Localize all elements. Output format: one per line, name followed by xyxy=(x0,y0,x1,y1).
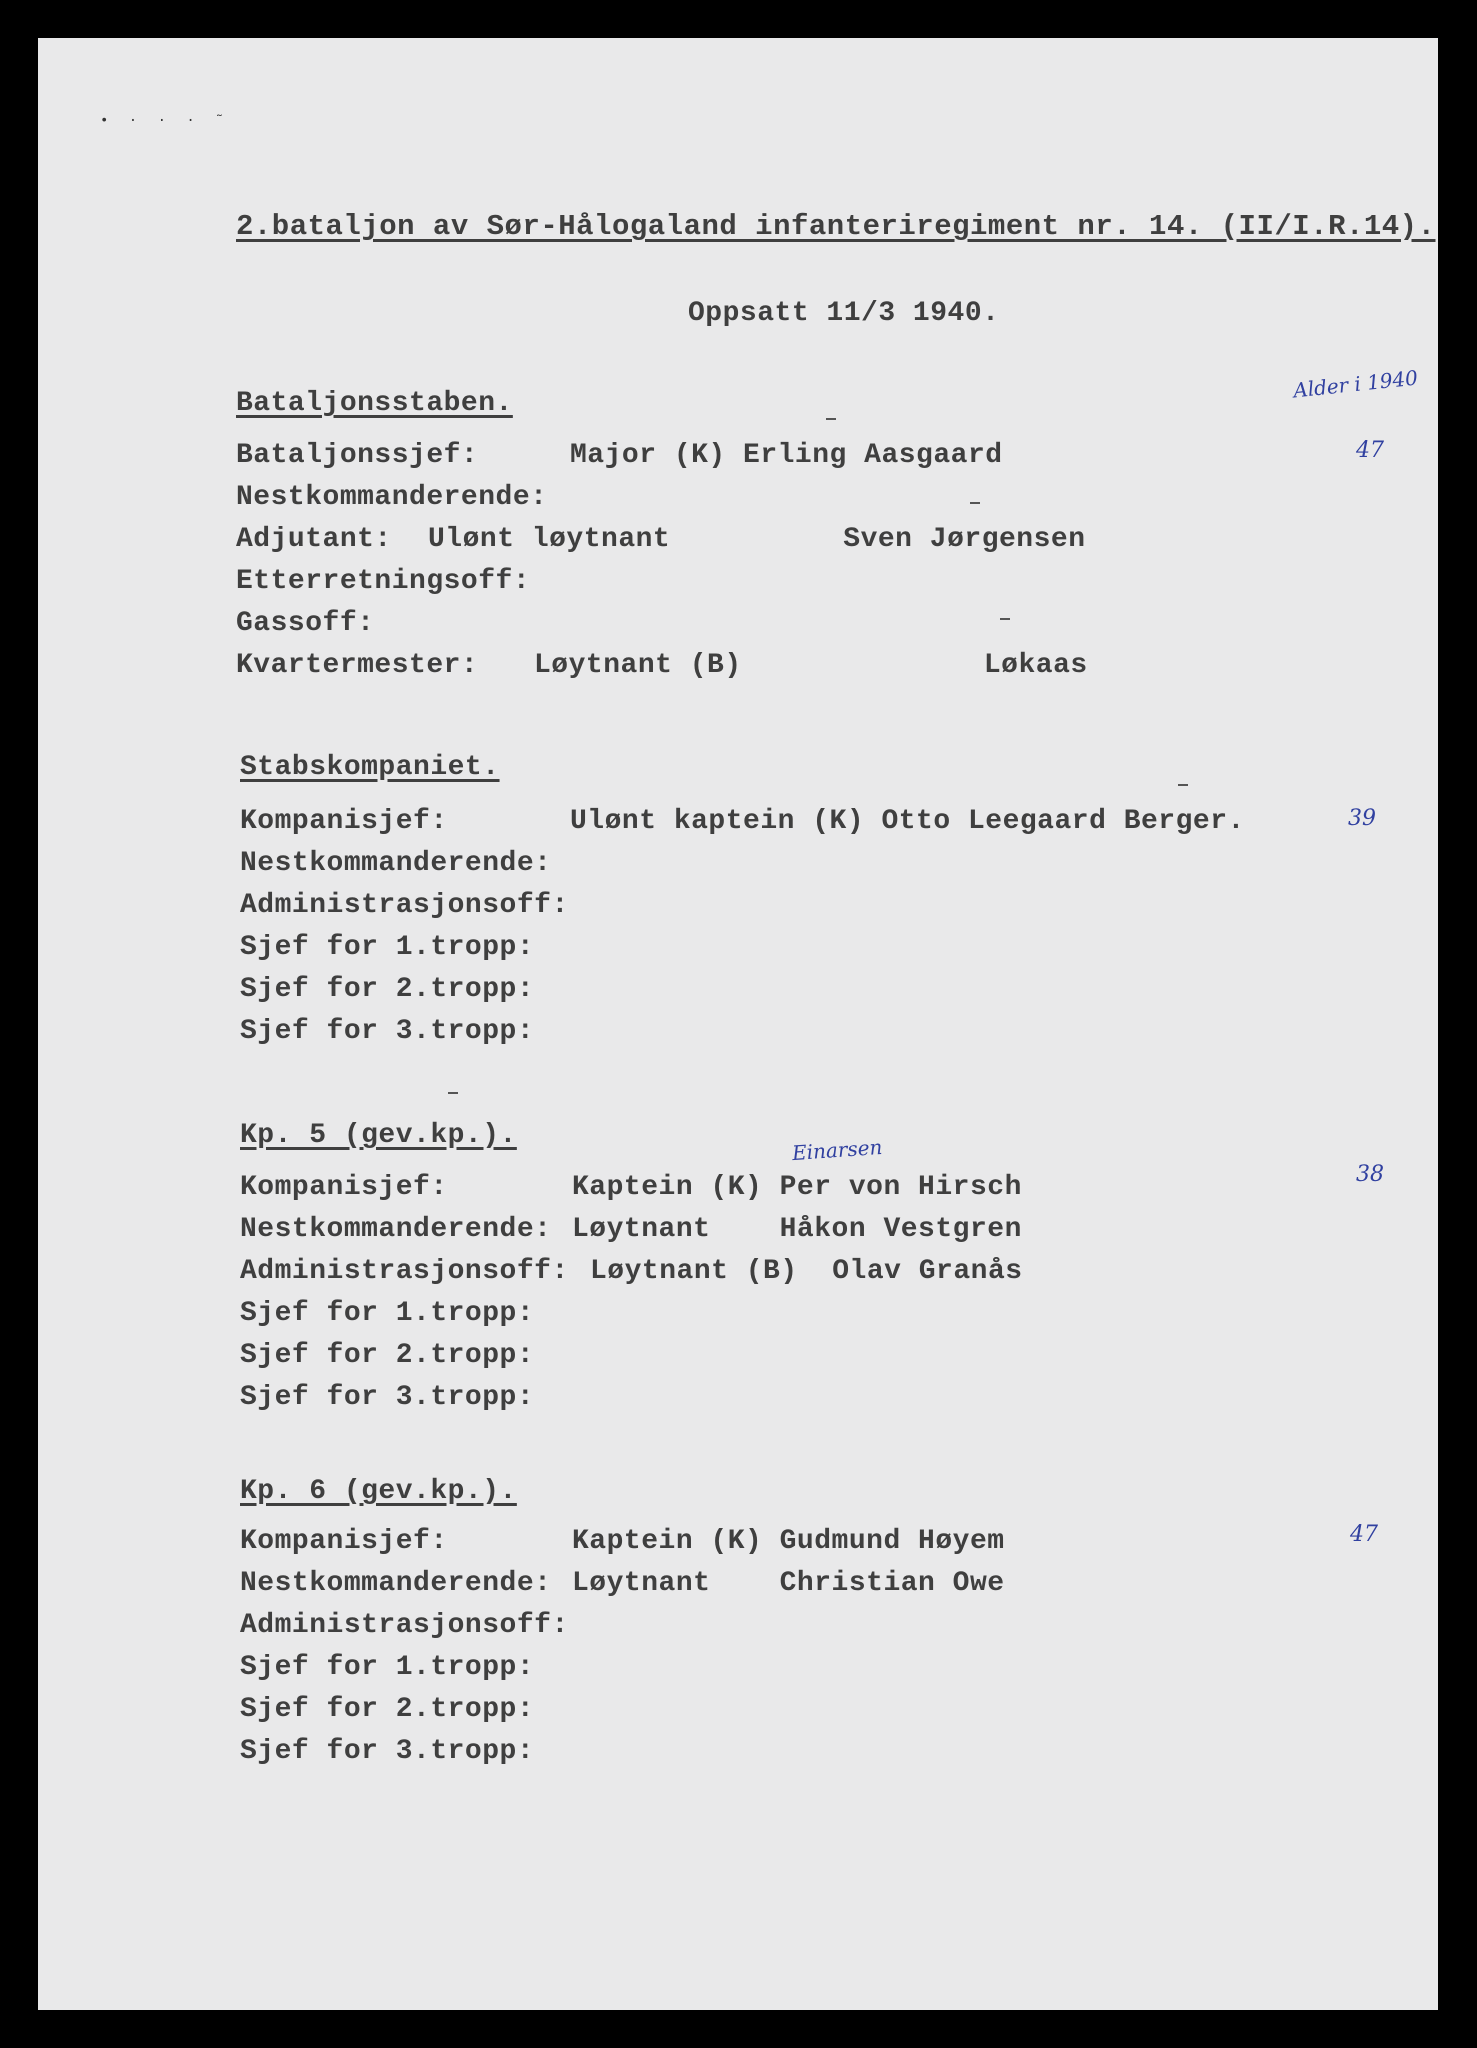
scan-dash xyxy=(1178,784,1188,786)
document-date: Oppsatt 11/3 1940. xyxy=(688,298,1000,329)
row-label: Sjef for 3.tropp: xyxy=(240,1382,535,1413)
row-value: Kaptein (K) Gudmund Høyem xyxy=(572,1526,1005,1557)
age-kp6: 47 xyxy=(1350,1522,1378,1547)
row-value: Ulønt kaptein (K) Otto Leegaard Berger. xyxy=(570,806,1245,837)
row-label: Nestkommanderende: xyxy=(240,1214,552,1245)
age-staben: 47 xyxy=(1356,438,1384,463)
row-label: Adjutant: xyxy=(236,524,392,555)
row-label: Administrasjonsoff: xyxy=(240,1610,569,1641)
row-value: Løytnant (B) Olav Granås xyxy=(590,1256,1023,1287)
row-label: Gassoff: xyxy=(236,608,375,639)
section-heading-kp5: Kp. 5 (gev.kp.). xyxy=(240,1120,517,1151)
row-label: Nestkommanderende: xyxy=(240,1568,552,1599)
scan-dash xyxy=(1000,618,1010,620)
row-label: Bataljonssjef: xyxy=(236,440,479,471)
row-label: Sjef for 2.tropp: xyxy=(240,1694,535,1725)
row-label: Sjef for 3.tropp: xyxy=(240,1016,535,1047)
row-value: Major (K) Erling Aasgaard xyxy=(570,440,1003,471)
row-label: Administrasjonsoff: xyxy=(240,1256,569,1287)
row-value: Løytnant (B) Løkaas xyxy=(534,650,1088,681)
section-heading-staben: Bataljonsstaben. xyxy=(236,388,513,419)
row-value: Løytnant Christian Owe xyxy=(572,1568,1005,1599)
section-heading-kp6: Kp. 6 (gev.kp.). xyxy=(240,1476,517,1507)
row-label: Etterretningsoff: xyxy=(236,566,531,597)
row-label: Sjef for 2.tropp: xyxy=(240,974,535,1005)
row-label: Sjef for 1.tropp: xyxy=(240,1298,535,1329)
row-label: Kvartermester: xyxy=(236,650,479,681)
document-title: 2.bataljon av Sør-Hålogaland infanteriregiment nr. 14. (II/I.R.14). xyxy=(236,210,1436,243)
section-heading-stabskompaniet: Stabskompaniet. xyxy=(240,752,500,783)
row-label: Sjef for 2.tropp: xyxy=(240,1340,535,1371)
scan-dash xyxy=(448,1092,458,1094)
row-label: Sjef for 1.tropp: xyxy=(240,932,535,963)
row-label: Kompanisjef: xyxy=(240,1172,448,1203)
age-stabskompaniet: 39 xyxy=(1348,806,1376,831)
row-label: Administrasjonsoff: xyxy=(240,890,569,921)
age-kp5: 38 xyxy=(1356,1162,1384,1187)
handwritten-age-header: Alder i 1940 xyxy=(1292,365,1419,403)
row-value: Kaptein (K) Per von Hirsch xyxy=(572,1172,1022,1203)
row-label: Kompanisjef: xyxy=(240,806,448,837)
row-label: Kompanisjef: xyxy=(240,1526,448,1557)
row-value: Løytnant Håkon Vestgren xyxy=(572,1214,1022,1245)
scan-dash xyxy=(826,418,836,420)
handwritten-name: Einarsen xyxy=(791,1134,884,1166)
row-value: Ulønt løytnant Sven Jørgensen xyxy=(428,524,1086,555)
scan-dash xyxy=(970,502,980,504)
row-label: Nestkommanderende: xyxy=(240,848,552,879)
row-label: Sjef for 3.tropp: xyxy=(240,1736,535,1767)
scan-marks: • · · · ˜ xyxy=(100,113,230,129)
row-label: Sjef for 1.tropp: xyxy=(240,1652,535,1683)
row-label: Nestkommanderende: xyxy=(236,482,548,513)
